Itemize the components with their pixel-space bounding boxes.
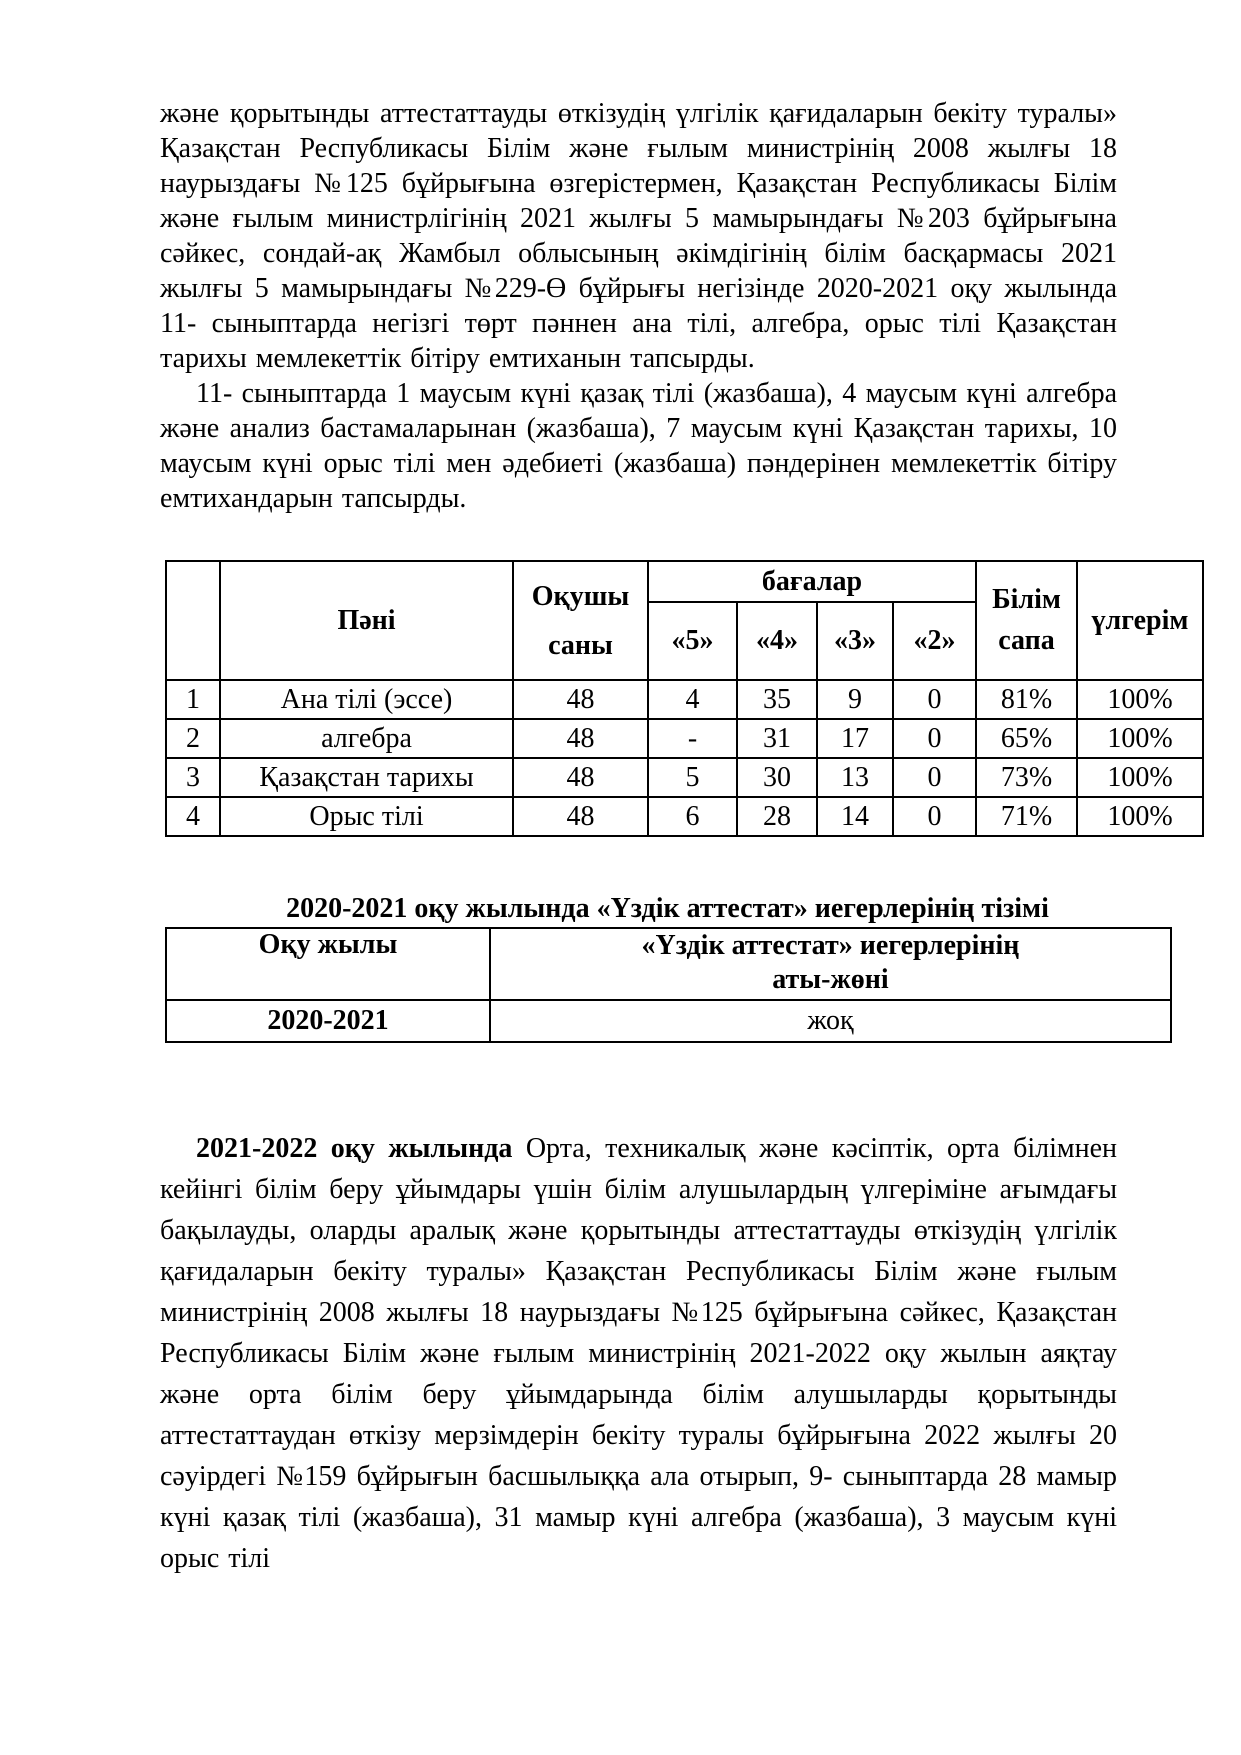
row-grade3: 17 [817,719,893,758]
row-grade4: 28 [737,797,817,836]
table-row [166,680,1203,719]
row-grade2: 0 [893,719,976,758]
header-grade-3: «3» [817,602,893,680]
row-grade4: 35 [737,680,817,719]
exam-results-table-wrap [165,560,1204,837]
row-subject: Қазақстан тарихы [220,758,513,797]
row-grade2: 0 [893,797,976,836]
row-num: 3 [166,758,220,797]
table-row [166,758,1203,797]
row-grade4: 30 [737,758,817,797]
row-subject: алгебра [220,719,513,758]
attestat-year-cell: 2020-2021 [166,1000,490,1042]
header-attestat-owners [490,928,1171,1000]
row-quality: 65% [976,719,1077,758]
attestat-value-cell: жоқ [490,1000,1171,1042]
attestat-table [165,927,1172,1043]
row-quality: 81% [976,680,1077,719]
attestat-header-row [166,928,1171,1000]
row-grade3: 13 [817,758,893,797]
row-students: 48 [513,719,648,758]
top-text-block [160,96,1117,516]
exam-results-table [165,560,1204,837]
header-students-count: Оқушы саны [513,561,648,680]
row-grade5: - [648,719,737,758]
header-grades: бағалар [648,561,976,602]
header-knowledge-quality: Білім сапа [976,561,1077,680]
row-grade3: 9 [817,680,893,719]
p3-lead-bold: 2021-2022 оқу жылында [196,1133,513,1164]
row-grade2: 0 [893,758,976,797]
header-num-cell [166,561,220,680]
header-attestat-owners-line1: «Үздік аттестат» иегерлерінің [641,930,1020,961]
paragraph-exam-order-2021-2022 [160,1128,1117,1579]
row-grade2: 0 [893,680,976,719]
table-row [166,797,1203,836]
row-progress: 100% [1077,680,1203,719]
row-students: 48 [513,797,648,836]
row-grade5: 4 [648,680,737,719]
bottom-text-block [160,1128,1117,1579]
table-header-row-1 [166,561,1203,602]
row-num: 4 [166,797,220,836]
row-num: 1 [166,680,220,719]
row-progress: 100% [1077,758,1203,797]
row-quality: 71% [976,797,1077,836]
row-grade5: 6 [648,797,737,836]
row-grade3: 14 [817,797,893,836]
row-subject: Ана тілі (эссе) [220,680,513,719]
row-grade5: 5 [648,758,737,797]
paragraph-exam-order-2020-2021: және қорытынды аттестаттауды өткізудің үлгілік қағидаларын бекіту туралы» Қазақстан Республикасы Білім және ғылым министрінің 2008 жылғы 18 наурыздағы №125 бұйрығына өзгерістермен, Қазақстан Республикасы Білім және ғылым министрлігінің 2021 жылғы 5 мамырындағы №203 бұйрығына сәйкес, сондай-ақ Жамбыл облысының әкімдігінің білім басқармасы 2021 жылғы 5 мамырындағы №229-Ө бұйрығы негізінде 2020-2021 оқу жылында 11- сыныптарда негізгі төрт пәннен ана тілі, алгебра, орыс тілі Қазақстан тарихы мемлекеттік бітіру емтиханын тапсырды. [160,98,1117,374]
header-school-year: Оқу жылы [166,928,490,1000]
row-progress: 100% [1077,719,1203,758]
row-students: 48 [513,680,648,719]
row-students: 48 [513,758,648,797]
p3-body-text: Орта, техникалық және кәсіптік, орта білімнен кейінгі білім беру ұйымдары үшін білім алушылардың үлгеріміне ағымдағы бақылауды, оларды аралық және қорытынды аттестаттауды өткізудің үлгілік қағидаларын бекіту туралы» Қазақстан Республикасы Білім және ғылым министрінің 2008 жылғы 18 наурыздағы №125 бұйрығына сәйкес, Қазақстан Республикасы Білім және ғылым министрінің 2021-2022 оқу жылын аяқтау және орта білім беру ұйымдарында білім алушыларды қорытынды аттестаттаудан өткізу мерзімдерін бекіту туралы бұйрығына 2022 жылғы 20 сәуірдегі №159 бұйрығын басшылыққа ала отырып, 9- сыныптарда 28 мамыр күні қазақ тілі (жазбаша), 31 мамыр күні алгебра (жазбаша), 3 маусым күні орыс тілі [160,1133,1117,1574]
attestat-table-wrap [165,927,1172,1043]
header-grade-5: «5» [648,602,737,680]
paragraph-exam-dates-grade11: 11- сыныптарда 1 маусым күні қазақ тілі (жазбаша), 4 маусым күні алгебра және анализ бастамаларынан (жазбаша), 7 маусым күні Қазақстан тарихы, 10 маусым күні орыс тілі мен әдебиеті (жазбаша) пәндерінен мемлекеттік бітіру емтихандарын тапсырды. [160,378,1117,514]
row-grade4: 31 [737,719,817,758]
row-num: 2 [166,719,220,758]
header-grade-2: «2» [893,602,976,680]
table-row [166,719,1203,758]
row-progress: 100% [1077,797,1203,836]
attestat-data-row [166,1000,1171,1042]
row-subject: Орыс тілі [220,797,513,836]
header-progress: үлгерім [1077,561,1203,680]
header-attestat-owners-line2: аты-жөні [772,964,889,995]
header-grade-4: «4» [737,602,817,680]
header-subject: Пәні [220,561,513,680]
attestat-list-title: 2020-2021 оқу жылында «Үздік аттестат» иегерлерінің тізімі [286,893,1049,924]
row-quality: 73% [976,758,1077,797]
